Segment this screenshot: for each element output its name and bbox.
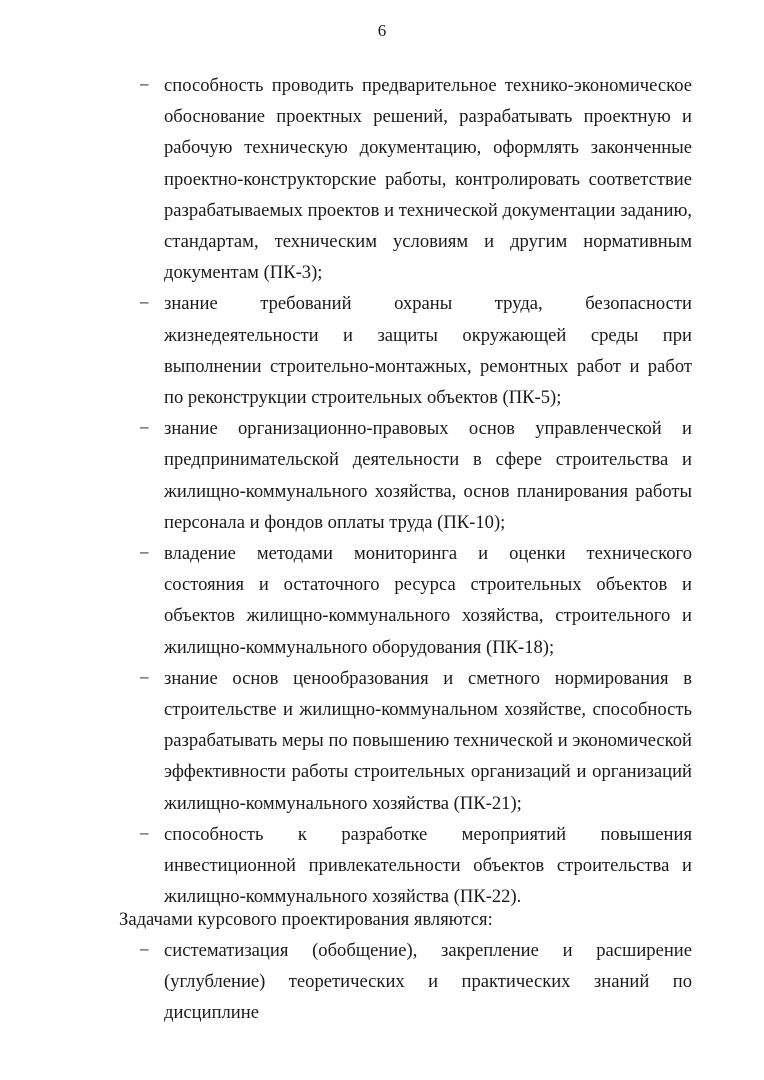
list-item	[0, 538, 764, 663]
list-item	[0, 819, 764, 913]
dash-bullet: −	[139, 543, 150, 565]
dash-bullet: −	[139, 940, 150, 961]
dash-bullet: −	[139, 667, 150, 689]
list-item	[0, 288, 764, 413]
list-item-text: владение методами мониторинга и оценки технического состояния и остаточного ресурса строительных объектов и объектов жилищно-коммунального хозяйства, строительного и жилищно-коммунального оборудования (ПК-18);	[164, 543, 692, 658]
list-item-text: способность к разработке мероприятий повышения инвестиционной привлекательности объектов строительства и жилищно-коммунального хозяйства (ПК-22).	[164, 823, 692, 908]
tasks-intro: Задачами курсового проектирования являются:	[119, 909, 493, 930]
dash-bullet: −	[139, 418, 150, 440]
list-item-text: систематизация (обобщение), закрепление и расширение (углубление) теоретических и практических знаний по дисциплине	[164, 940, 692, 1024]
list-item	[0, 413, 764, 538]
competencies-list	[0, 70, 764, 912]
list-item-text: знание организационно-правовых основ управленческой и предпринимательской деятельности в сфере строительства и жилищно-коммунального хозяйства, основ планирования работы персонала и фондов оплаты труда (ПК-10);	[164, 418, 692, 533]
dash-bullet: −	[139, 823, 150, 845]
list-item	[0, 935, 764, 1029]
dash-bullet: −	[139, 75, 150, 96]
dash-bullet: −	[139, 293, 150, 315]
tasks-list	[0, 935, 764, 1029]
list-item-text: знание основ ценообразования и сметного нормирования в строительстве и жилищно-коммунальном хозяйстве, способность разрабатывать меры по повышению технической и экономической эффективности работы строительных организаций и организаций жилищно-коммунального хозяйства (ПК-21);	[164, 667, 692, 814]
list-item	[0, 70, 764, 288]
list-item-text: способность проводить предварительное технико-экономическое обоснование проектных решений, разрабатывать проектную и рабочую техническую документацию, оформлять законченные проектно-конструкторские работы, контролировать соответствие разрабатываемых проектов и технической документации заданию, стандартам, техническим условиям и другим нормативным документам (ПК-3);	[164, 75, 692, 284]
list-item-text: знание требований охраны труда, безопасности жизнедеятельности и защиты окружающей среды при выполнении строительно-монтажных, ремонтных работ и работ по реконструкции строительных объектов (ПК-5);	[164, 293, 692, 409]
list-item	[0, 663, 764, 819]
page-number: 6	[377, 21, 387, 40]
